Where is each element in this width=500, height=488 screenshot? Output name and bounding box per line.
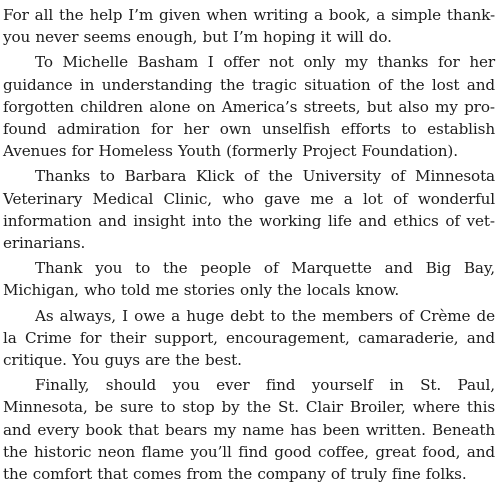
paragraph-barbara-klick: Thanks to Barbara Klick of the University of Minnesota Veterinary Medical Clinic, who gave me a lot of wonderful information and insight into the working life and ethics of veterinarians. <box>3 167 495 253</box>
paragraph-michelle-basham: To Michelle Basham I offer not only my thanks for her guidance in understanding the tragic situation of the lost and forgotten children alone on America’s streets, but also my profound admiration for her own unselfish efforts to establish Avenues for Homeless Youth (formerly Project Foundation). <box>3 53 495 161</box>
paragraph-creme-de-la-crime: As always, I owe a huge debt to the members of Crème de la Crime for their support, encouragement, camaraderie, and critique. You guys are the best. <box>3 306 495 370</box>
paragraph-opening: For all the help I’m given when writing a book, a simple thank-you never seems enough, but I’m hoping it will do. <box>3 6 495 47</box>
paragraph-marquette-big-bay: Thank you to the people of Marquette and Big Bay, Michigan, who told me stories only the locals know. <box>3 259 495 300</box>
acknowledgments-page <box>3 4 495 488</box>
paragraph-st-clair-broiler: Finally, should you ever find yourself in St. Paul, Minnesota, be sure to stop by the St. Clair Broiler, where this and every book that bears my name has been written. Beneath the historic neon flame you’ll find good coffee, great food, and the comfort that comes from the company of truly fine folks. <box>3 376 495 484</box>
